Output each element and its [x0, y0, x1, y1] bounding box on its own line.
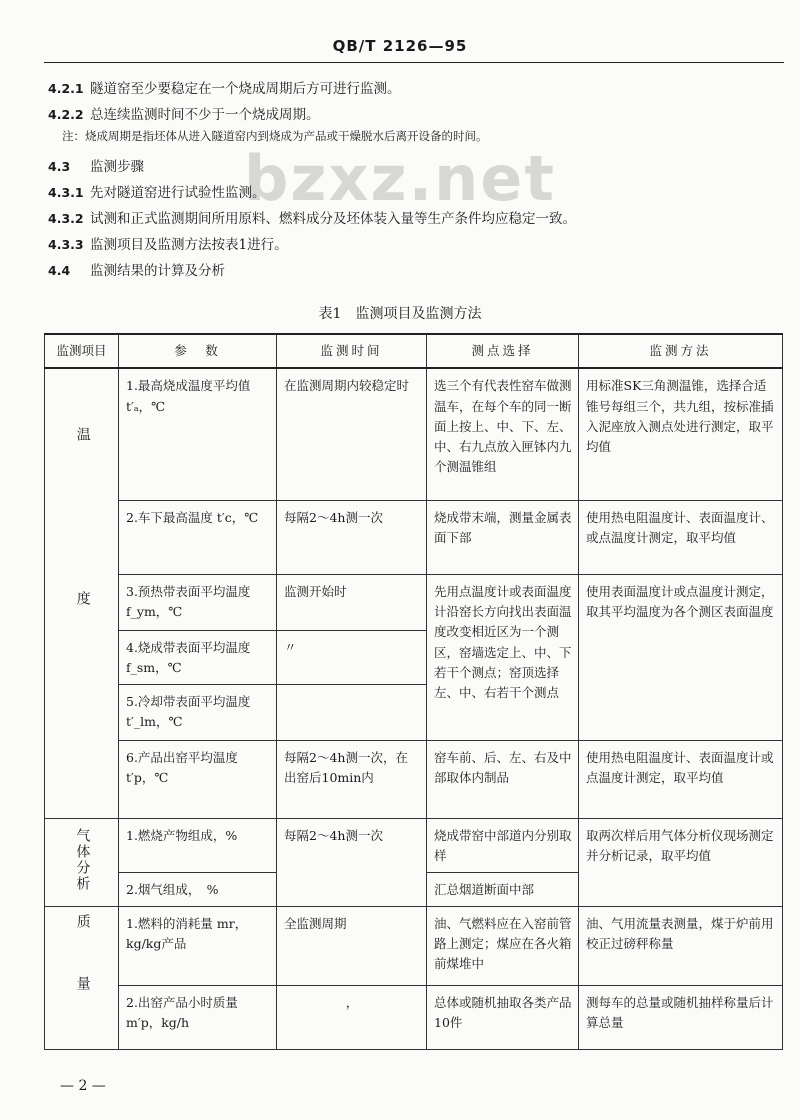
time-cell: 在监测周期内较稳定时 [277, 368, 427, 500]
category-temperature: 温度 [45, 368, 119, 818]
clause-number: 4.2.1 [48, 81, 84, 96]
points-cell: 窑车前、后、左、右及中部取体内制品 [427, 740, 579, 818]
method-cell: 用标准SK三角测温锥，选择合适锥号每组三个，共九组，按标准插入泥座放入测点处进行测定，取平均值 [579, 368, 783, 500]
clause-number: 4.3.2 [48, 211, 84, 226]
method-cell: 取两次样后用气体分析仪现场测定并分析记录，取平均值 [579, 818, 783, 906]
table-header-row [45, 334, 783, 368]
method-cell: 使用表面温度计或点温度计测定，取其平均温度为各个测区表面温度 [579, 574, 783, 740]
table-row [45, 574, 783, 630]
page-number: — 2 — [60, 1078, 106, 1094]
time-cell: ， [277, 986, 427, 1050]
param-cell: 2.出窑产品小时质量 m′p，kg/h [119, 986, 277, 1050]
clause-4-4 [48, 259, 225, 279]
clause-number: 4.3.3 [48, 237, 84, 252]
clause-text: 总连续监测时间不少于一个烧成周期。 [90, 107, 320, 123]
table-row [45, 818, 783, 872]
param-cell: 3.预热带表面平均温度 f_ym，℃ [119, 574, 277, 630]
method-cell: 使用热电阻温度计、表面温度计或点温度计测定，取平均值 [579, 740, 783, 818]
clause-number: 4.2.2 [48, 107, 84, 122]
points-cell: 烧成带窑中部道内分别取样 [427, 818, 579, 872]
clause-text: 监测项目及监测方法按表1进行。 [90, 237, 288, 253]
table-row [45, 906, 783, 985]
time-cell: 每隔2～4h测一次 [277, 818, 427, 906]
category-gas: 气体分析 [45, 818, 119, 906]
clause-text: 监测步骤 [90, 159, 144, 175]
method-cell: 油、气用流量表测量，煤于炉前用校正过磅秤称量 [579, 906, 783, 985]
header-method: 监测方法 [579, 334, 783, 368]
table-row [45, 986, 783, 1050]
table-row [45, 740, 783, 818]
time-cell: 全监测周期 [277, 906, 427, 985]
points-cell: 选三个有代表性窑车做测温车，在每个车的同一断面上按上、中、下、左、中、右九点放入匣钵内九个测温锥组 [427, 368, 579, 500]
param-cell: 4.烧成带表面平均温度 f_sm，℃ [119, 630, 277, 684]
method-cell: 测每车的总量或随机抽样称量后计算总量 [579, 986, 783, 1050]
clause-text: 试测和正式监测期间所用原料、燃料成分及坯体装入量等生产条件均应稳定一致。 [90, 211, 576, 227]
param-cell: 1.燃烧产物组成，% [119, 818, 277, 872]
points-cell: 汇总烟道断面中部 [427, 872, 579, 906]
header-item: 监测项目 [45, 334, 119, 368]
clause-4-2-1 [48, 77, 401, 97]
points-cell: 先用点温度计或表面温度计沿窑长方向找出表面温度改变相近区为一个测区，窑墙选定上、中、下若干个测点；窑顶选择左、中、右若干个测点 [427, 574, 579, 740]
points-cell: 总体或随机抽取各类产品10件 [427, 986, 579, 1050]
header-points: 测点选择 [427, 334, 579, 368]
clause-text: 监测结果的计算及分析 [90, 263, 225, 279]
param-cell: 1.最高烧成温度平均值 t′ₐ，℃ [119, 368, 277, 500]
param-cell: 1.燃料的消耗量 mr，kg/kg产品 [119, 906, 277, 985]
points-cell: 烧成带末端，测量金属表面下部 [427, 500, 579, 574]
clause-4-3-2 [48, 207, 576, 227]
time-cell [277, 684, 427, 740]
category-mass: 质量 [45, 906, 119, 1050]
clause-text: 隧道窑至少要稳定在一个烧成周期后方可进行监测。 [90, 81, 401, 97]
header-param: 参 数 [119, 334, 277, 368]
method-cell: 使用热电阻温度计、表面温度计、或点温度计测定，取平均值 [579, 500, 783, 574]
clause-4-2-2 [48, 103, 320, 123]
clause-number: 4.3 [48, 159, 71, 174]
time-cell: 监测开始时 [277, 574, 427, 630]
table-row [45, 500, 783, 574]
clause-4-3 [48, 155, 144, 175]
points-cell: 油、气燃料应在入窑前管路上测定；煤应在各火箱前煤堆中 [427, 906, 579, 985]
monitoring-table [44, 333, 783, 1050]
param-cell: 2.烟气组成， % [119, 872, 277, 906]
table-row [45, 368, 783, 500]
header-rule [44, 62, 784, 63]
watermark: bzxz.net [244, 142, 556, 215]
clause-4-3-3 [48, 233, 288, 253]
header-time: 监测时间 [277, 334, 427, 368]
param-cell: 2.车下最高温度 t′c，℃ [119, 500, 277, 574]
clause-number: 4.4 [48, 263, 71, 278]
table-title: 表1 监测项目及监测方法 [318, 306, 482, 322]
clause-4-3-1 [48, 181, 266, 201]
param-cell: 6.产品出窑平均温度 t′p，℃ [119, 740, 277, 818]
note: 注：烧成周期是指坯体从进入隧道窑内到烧成为产品或干燥脱水后离开设备的时间。 [62, 129, 488, 143]
time-cell: 〃 [277, 630, 427, 684]
time-cell: 每隔2～4h测一次，在出窑后10min内 [277, 740, 427, 818]
clause-number: 4.3.1 [48, 185, 84, 200]
time-cell: 每隔2～4h测一次 [277, 500, 427, 574]
standard-number: QB/T 2126—95 [332, 37, 468, 55]
clause-text: 先对隧道窑进行试验性监测。 [90, 185, 266, 201]
param-cell: 5.冷却带表面平均温度 t′_lm，℃ [119, 684, 277, 740]
